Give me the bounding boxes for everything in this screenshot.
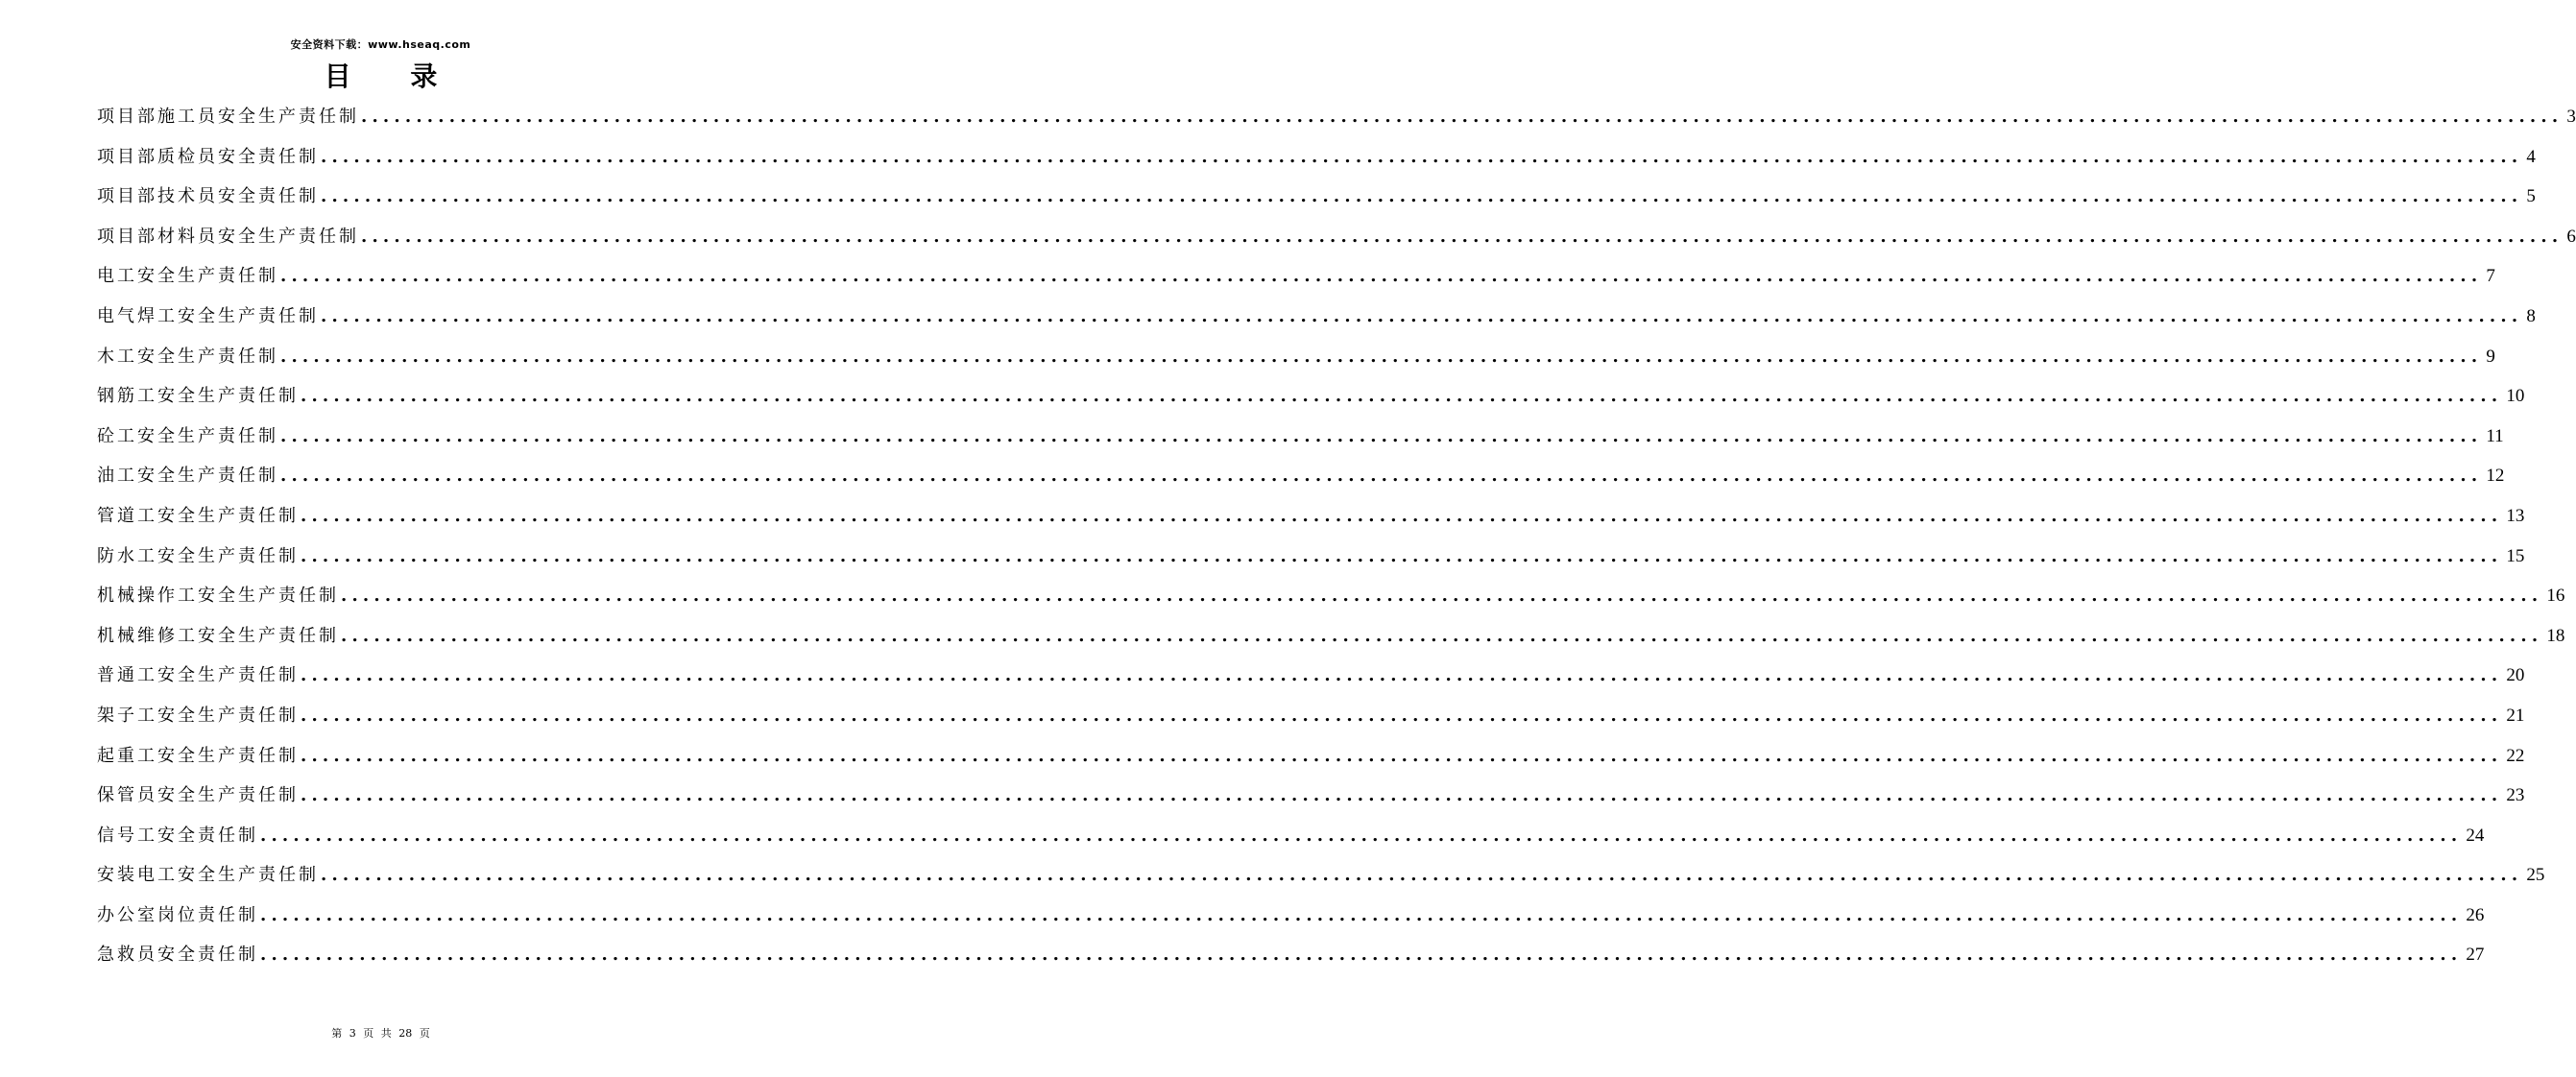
toc-entry-page-number: 11 (2486, 425, 2504, 446)
toc-entry-page-number: 15 (2506, 545, 2525, 566)
toc-entry[interactable] (97, 337, 2495, 377)
toc-entry-label: 机械操作工安全生产责任制 (97, 586, 339, 607)
toc-entry[interactable] (97, 656, 2525, 696)
toc-entry-page-number: 13 (2506, 505, 2525, 526)
toc-entry[interactable] (97, 736, 2525, 777)
toc-entry-label: 安装电工安全生产责任制 (97, 865, 319, 886)
toc-entry[interactable] (97, 256, 2495, 297)
page-title: 目 录 (324, 60, 463, 92)
toc-entry-page-number: 5 (2526, 186, 2536, 207)
toc-entry[interactable] (97, 935, 2485, 975)
toc-entry[interactable] (97, 297, 2536, 337)
toc-entry-label: 办公室岗位责任制 (97, 904, 258, 925)
toc-entry-label: 电气焊工安全生产责任制 (97, 305, 319, 326)
toc-leader-dots: ........................................................................................................................................................................................................ (280, 266, 2483, 287)
toc-leader-dots: ........................................................................................................................................................................................................ (341, 586, 2543, 607)
toc-entry-page-number: 18 (2546, 625, 2565, 646)
toc-leader-dots: ........................................................................................................................................................................................................ (321, 865, 2523, 886)
toc-entry-label: 木工安全生产责任制 (97, 346, 278, 367)
toc-entry-page-number: 23 (2506, 785, 2525, 806)
toc-leader-dots: ........................................................................................................................................................................................................ (260, 945, 2463, 966)
toc-entry-page-number: 21 (2506, 705, 2525, 726)
toc-leader-dots: ........................................................................................................................................................................................................ (361, 107, 2564, 127)
toc-entry-label: 保管员安全生产责任制 (97, 785, 299, 806)
toc-entry-label: 防水工安全生产责任制 (97, 545, 299, 566)
toc-entry-page-number: 24 (2466, 825, 2485, 846)
toc-entry[interactable] (97, 137, 2536, 178)
toc-entry[interactable] (97, 456, 2505, 496)
toc-leader-dots: ........................................................................................................................................................................................................ (301, 386, 2503, 407)
toc-entry-page-number: 16 (2546, 586, 2565, 607)
toc-leader-dots: ........................................................................................................................................................................................................ (321, 186, 2523, 207)
toc-entry[interactable] (97, 177, 2536, 217)
toc-entry-label: 项目部材料员安全生产责任制 (97, 226, 359, 247)
toc-entry-label: 项目部施工员安全生产责任制 (97, 107, 359, 127)
toc-entry-page-number: 4 (2526, 146, 2536, 167)
toc-entry-label: 架子工安全生产责任制 (97, 705, 299, 726)
toc-entry[interactable] (97, 417, 2504, 457)
toc-entry-label: 管道工安全生产责任制 (97, 505, 299, 526)
toc-entry-page-number: 26 (2466, 904, 2485, 925)
toc-entry-label: 油工安全生产责任制 (97, 466, 278, 487)
toc-leader-dots: ........................................................................................................................................................................................................ (260, 904, 2463, 925)
toc-entry[interactable] (97, 217, 2576, 257)
toc-entry-label: 电工安全生产责任制 (97, 266, 278, 287)
toc-entry[interactable] (97, 776, 2525, 816)
toc-entry-page-number: 9 (2486, 346, 2495, 367)
toc-entry[interactable] (97, 616, 2565, 657)
toc-leader-dots: ........................................................................................................................................................................................................ (301, 505, 2503, 526)
toc-entry[interactable] (97, 816, 2485, 856)
toc-entry-label: 普通工安全生产责任制 (97, 665, 299, 686)
toc-entry-page-number: 27 (2466, 945, 2485, 966)
toc-leader-dots: ........................................................................................................................................................................................................ (341, 625, 2543, 646)
toc-entry[interactable] (97, 896, 2485, 936)
toc-leader-dots: ........................................................................................................................................................................................................ (301, 545, 2503, 566)
toc-entry-label: 砼工安全生产责任制 (97, 425, 278, 446)
toc-entry-page-number: 6 (2566, 226, 2576, 247)
toc-entry[interactable] (97, 855, 2545, 896)
toc-entry[interactable] (97, 376, 2525, 417)
toc-leader-dots: ........................................................................................................................................................................................................ (301, 745, 2503, 766)
toc-leader-dots: ........................................................................................................................................................................................................ (260, 825, 2463, 846)
toc-entry-label: 项目部质检员安全责任制 (97, 146, 319, 167)
table-of-contents (97, 97, 2576, 975)
toc-entry-page-number: 12 (2486, 466, 2505, 487)
toc-entry[interactable] (97, 97, 2576, 137)
toc-entry[interactable] (97, 576, 2565, 616)
toc-entry-page-number: 3 (2566, 107, 2576, 127)
toc-leader-dots: ........................................................................................................................................................................................................ (301, 665, 2503, 686)
toc-entry-page-number: 7 (2486, 266, 2495, 287)
toc-entry[interactable] (97, 496, 2525, 537)
toc-entry[interactable] (97, 696, 2525, 736)
toc-entry-label: 急救员安全责任制 (97, 945, 258, 966)
toc-leader-dots: ........................................................................................................................................................................................................ (280, 346, 2483, 367)
toc-entry-page-number: 20 (2506, 665, 2525, 686)
toc-leader-dots: ........................................................................................................................................................................................................ (301, 785, 2503, 806)
toc-entry-page-number: 25 (2526, 865, 2545, 886)
toc-entry-label: 信号工安全责任制 (97, 825, 258, 846)
toc-leader-dots: ........................................................................................................................................................................................................ (280, 466, 2483, 487)
toc-entry-label: 机械维修工安全生产责任制 (97, 625, 339, 646)
toc-entry-label: 钢筋工安全生产责任制 (97, 386, 299, 407)
toc-entry-page-number: 10 (2506, 386, 2525, 407)
toc-leader-dots: ........................................................................................................................................................................................................ (301, 705, 2503, 726)
toc-leader-dots: ........................................................................................................................................................................................................ (280, 425, 2483, 446)
toc-entry[interactable] (97, 537, 2525, 577)
toc-leader-dots: ........................................................................................................................................................................................................ (361, 226, 2564, 247)
page-footer: 第 3 页 共 28 页 (331, 1027, 430, 1040)
toc-leader-dots: ........................................................................................................................................................................................................ (321, 305, 2523, 326)
toc-entry-label: 项目部技术员安全责任制 (97, 186, 319, 207)
toc-entry-page-number: 8 (2526, 305, 2536, 326)
page-header: 安全资料下载：www.hseaq.com (290, 38, 471, 51)
toc-entry-label: 起重工安全生产责任制 (97, 745, 299, 766)
toc-leader-dots: ........................................................................................................................................................................................................ (321, 146, 2523, 167)
toc-entry-page-number: 22 (2506, 745, 2525, 766)
